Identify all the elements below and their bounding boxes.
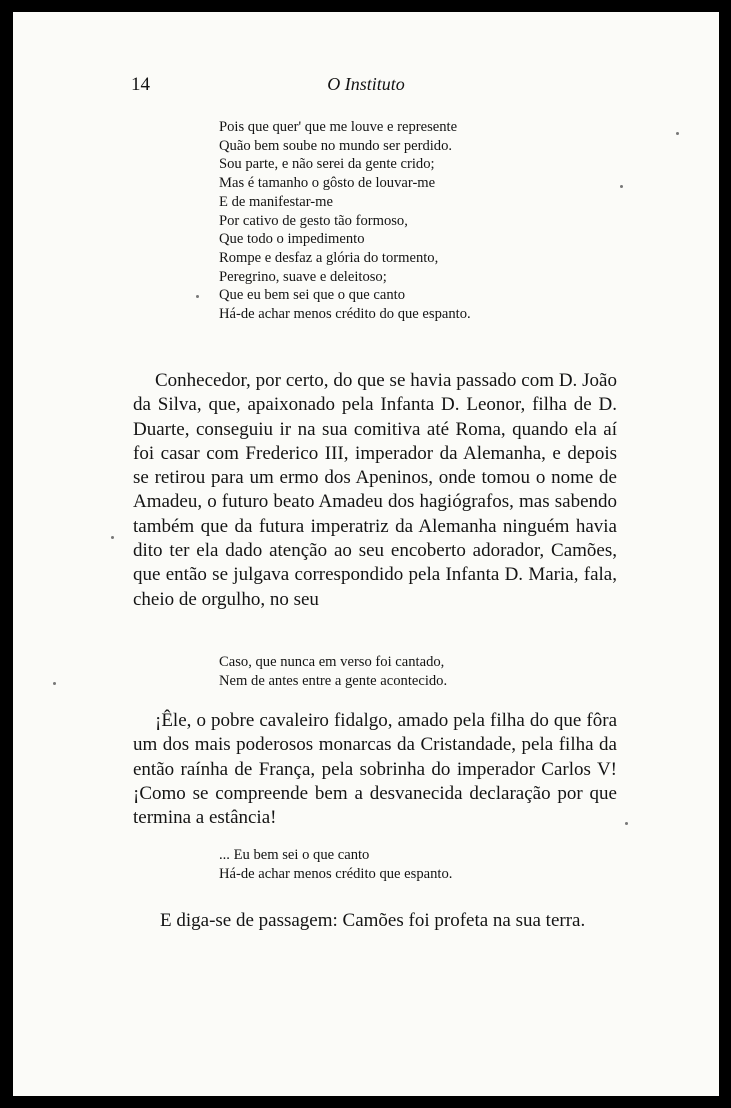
paper-speck xyxy=(111,536,114,539)
paragraph-2 xyxy=(133,709,617,830)
verse-line: Quão bem soube no mundo ser perdido. xyxy=(219,137,453,154)
verse-line: Mas é tamanho o gôsto de louvar-me xyxy=(219,175,436,192)
paper-speck xyxy=(196,295,199,298)
verse-line: Há-de achar menos crédito que espanto. xyxy=(219,865,453,882)
verse-line: ... Eu bem sei o que canto xyxy=(219,847,370,863)
verse-line: Nem de antes entre a gente acontecido. xyxy=(219,672,448,689)
verse-line: Por cativo de gesto tão formoso, xyxy=(219,212,408,229)
verse-line: Sou parte, e não serei da gente crido; xyxy=(219,156,435,173)
paragraph-text: ¡Êle, o pobre cavaleiro fidalgo, amado pela filha do que fôra um dos mais poderosos monarcas da Cristandade, pela filha da então raínha de França, pela sobrinha do imperador Carlos V! ¡Como se compreende bem a desvanecida declaração por que termina a estância! xyxy=(133,710,617,829)
book-page xyxy=(13,12,719,1096)
verse-line: Que todo o impedimento xyxy=(219,231,365,248)
paper-speck xyxy=(625,822,628,825)
verse-line: Peregrino, suave e deleitoso; xyxy=(219,268,387,285)
running-title: O Instituto xyxy=(327,74,405,94)
paper-speck xyxy=(53,682,56,685)
verse-line: Que eu bem sei que o que canto xyxy=(219,287,406,304)
verse-line: Há-de achar menos crédito do que espanto. xyxy=(219,306,471,323)
paper-speck xyxy=(620,185,623,188)
verse-line: Caso, que nunca em verso foi cantado, xyxy=(219,654,445,670)
verse-block-3 xyxy=(219,846,452,883)
verse-line: Pois que quer' que me louve e represente xyxy=(219,119,458,135)
paragraph-1 xyxy=(133,369,617,612)
verse-block-1 xyxy=(219,118,471,324)
page-header xyxy=(13,74,719,100)
paper-speck xyxy=(676,132,679,135)
verse-line: E de manifestar-me xyxy=(219,193,333,210)
verse-block-2 xyxy=(219,653,447,690)
verse-line: Rompe e desfaz a glória do tormento, xyxy=(219,249,439,266)
closing-line: E diga-se de passagem: Camões foi profeta na sua terra. xyxy=(160,910,586,931)
page-number: 14 xyxy=(131,74,150,95)
paragraph-text: Conhecedor, por certo, do que se havia passado com D. João da Silva, que, apaixonado pela Infanta D. Leonor, filha de D. Duarte, conseguiu ir na sua comitiva até Roma, quando ela aí foi casar com Frederico III, imperador da Alemanha, e depois se retirou para um ermo dos Apeninos, onde tomou o nome de Amadeu, o futuro beato Amadeu dos hagiógrafos, mas sabendo também que da futura imperatriz da Alemanha ninguém havia dito ter ela dado atenção ao seu encoberto adorador, Camões, que então se julgava correspondido pela Infanta D. Maria, fala, cheio de orgulho, no seu xyxy=(133,370,617,610)
